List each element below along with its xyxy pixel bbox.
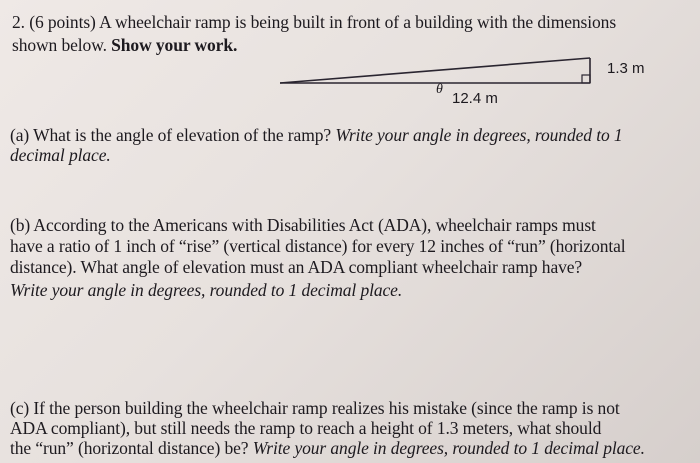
problem-number: 2. xyxy=(12,12,25,32)
part-c-line-3 xyxy=(10,438,645,459)
part-a-instruction-cont: decimal place. xyxy=(10,145,111,165)
problem-line2-text: shown below. xyxy=(12,35,107,55)
angle-label: θ xyxy=(436,82,443,97)
part-b-line-3: distance). What angle of elevation must an ADA compliant wheelchair ramp have? xyxy=(10,257,583,277)
ramp-diagram xyxy=(280,50,700,130)
height-label: 1.3 m xyxy=(607,60,645,77)
right-angle-marker xyxy=(582,75,590,83)
part-b-instruction: Write your angle in degrees, rounded to 1 decimal place. xyxy=(10,280,403,300)
base-label: 12.4 m xyxy=(452,90,498,107)
part-a-text: What is the angle of elevation of the ramp? xyxy=(33,125,332,145)
part-b-line-1: (b) According to the Americans with Disabilities Act (ADA), wheelchair ramps must xyxy=(10,215,596,235)
problem-header-text: A wheelchair ramp is being built in front of a building with the dimensions xyxy=(99,12,617,32)
part-c-line-1: (c) If the person building the wheelchair ramp realizes his mistake (since the ramp is not xyxy=(10,398,620,418)
part-a-instruction: Write your angle in degrees, rounded to 1 xyxy=(335,125,623,145)
part-c-line-2: ADA compliant), but still needs the ramp to reach a height of 1.3 meters, what should xyxy=(10,418,602,438)
ramp-hypotenuse-line xyxy=(280,58,590,83)
part-c-instruction: Write your angle in degrees, rounded to 1 decimal place. xyxy=(252,438,645,458)
problem-header xyxy=(12,12,616,33)
show-work-instruction: Show your work. xyxy=(111,35,238,55)
part-a-label: (a) xyxy=(10,125,30,145)
part-c-line-3-text: the “run” (horizontal distance) be? xyxy=(10,438,249,458)
part-b-line-2: have a ratio of 1 inch of “rise” (vertical distance) for every 12 inches of “run” (horizontal xyxy=(10,236,626,256)
problem-header-line2 xyxy=(12,35,237,56)
part-a-question xyxy=(10,125,623,146)
problem-points: (6 points) xyxy=(29,12,96,32)
